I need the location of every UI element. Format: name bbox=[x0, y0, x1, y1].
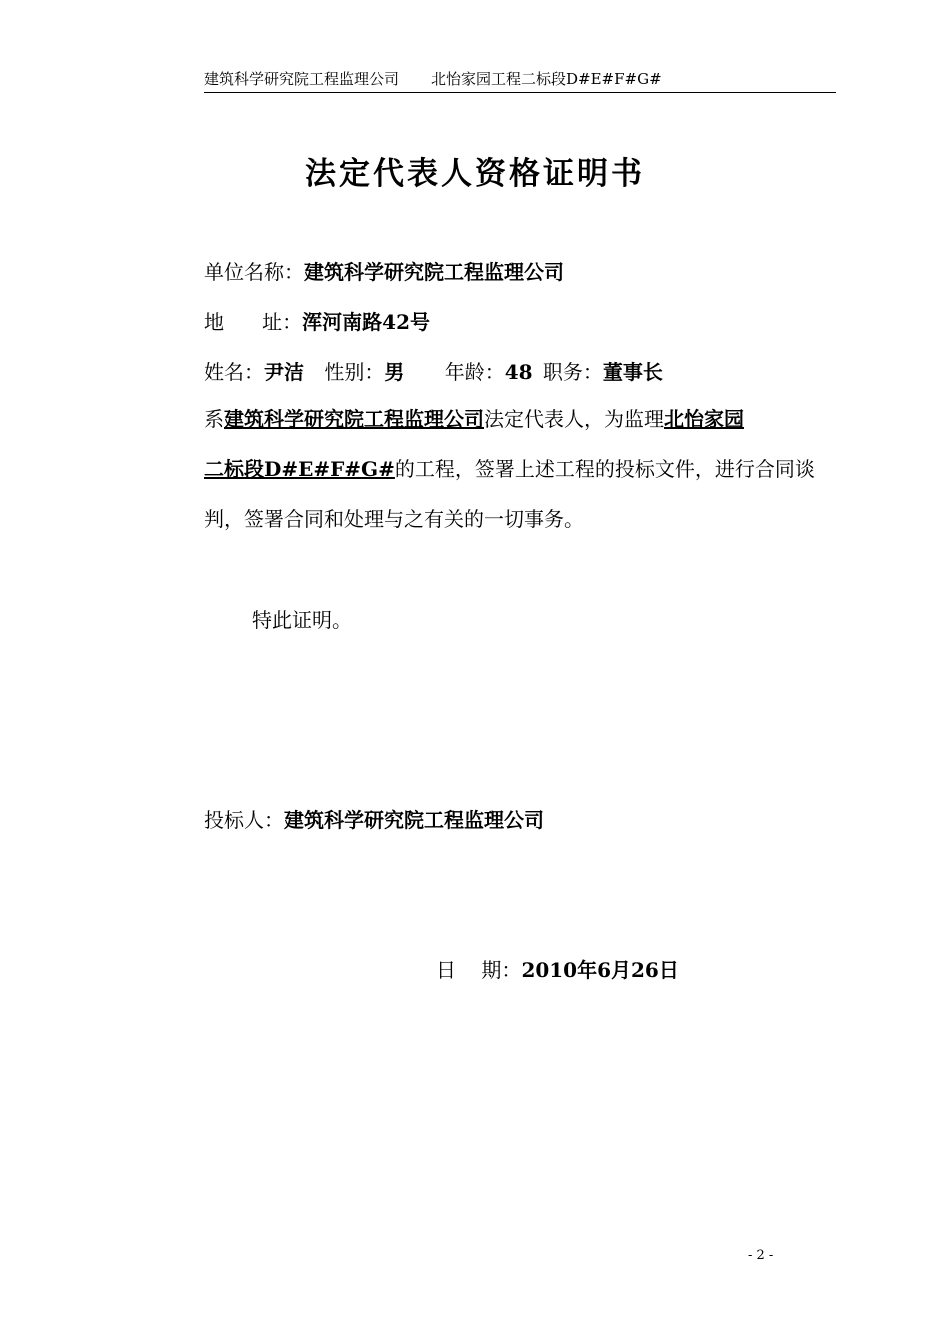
date-line bbox=[436, 954, 679, 983]
statement-line-3: 判，签署合同和处理与之有关的一切事务。 bbox=[204, 507, 584, 531]
statement-prefix: 系 bbox=[204, 407, 224, 431]
statement-line-1 bbox=[204, 394, 838, 444]
statement-line-2 bbox=[204, 444, 838, 494]
bidder-label: 投标人： bbox=[204, 808, 284, 832]
statement-mid-1: 法定代表人，为监理 bbox=[484, 407, 664, 431]
date-value: 2010年6月26日 bbox=[521, 958, 679, 982]
name-label: 姓名： bbox=[204, 360, 264, 384]
age-label: 年龄： bbox=[444, 360, 505, 384]
gender-label: 性别： bbox=[324, 360, 385, 384]
header-project: 北怡家园工程二标段D#E#F#G# bbox=[431, 70, 662, 88]
bidder-value: 建筑科学研究院工程监理公司 bbox=[284, 808, 544, 832]
page-number: - 2 - bbox=[748, 1248, 774, 1263]
header-company: 建筑科学研究院工程监理公司 bbox=[204, 70, 400, 88]
statement-project-part-1: 北怡家园 bbox=[664, 407, 744, 431]
unit-name-label: 单位名称： bbox=[204, 260, 304, 284]
unit-name-line bbox=[204, 256, 564, 285]
page-header bbox=[204, 66, 836, 93]
address-value: 浑河南路42号 bbox=[302, 310, 430, 334]
name-value: 尹洁 bbox=[264, 360, 304, 384]
document-title: 法定代表人资格证明书 bbox=[305, 156, 645, 192]
date-label: 日 期： bbox=[436, 958, 522, 982]
position-label: 职务： bbox=[542, 360, 603, 384]
statement-company: 建筑科学研究院工程监理公司 bbox=[224, 407, 484, 431]
certify-text: 特此证明。 bbox=[252, 608, 352, 632]
address-label: 地 址： bbox=[204, 310, 303, 334]
bidder-line bbox=[204, 804, 544, 833]
address-line bbox=[204, 306, 430, 335]
statement-mid-2: 的工程，签署上述工程的投标文件，进行合同谈 bbox=[394, 457, 815, 481]
gender-value: 男 bbox=[384, 360, 405, 384]
unit-name-value: 建筑科学研究院工程监理公司 bbox=[304, 260, 564, 284]
person-info-line bbox=[204, 356, 663, 385]
statement-project-part-2: 二标段D#E#F#G# bbox=[204, 457, 395, 481]
position-value: 董事长 bbox=[602, 360, 663, 384]
statement-paragraph bbox=[204, 394, 838, 544]
age-value: 48 bbox=[504, 360, 533, 384]
